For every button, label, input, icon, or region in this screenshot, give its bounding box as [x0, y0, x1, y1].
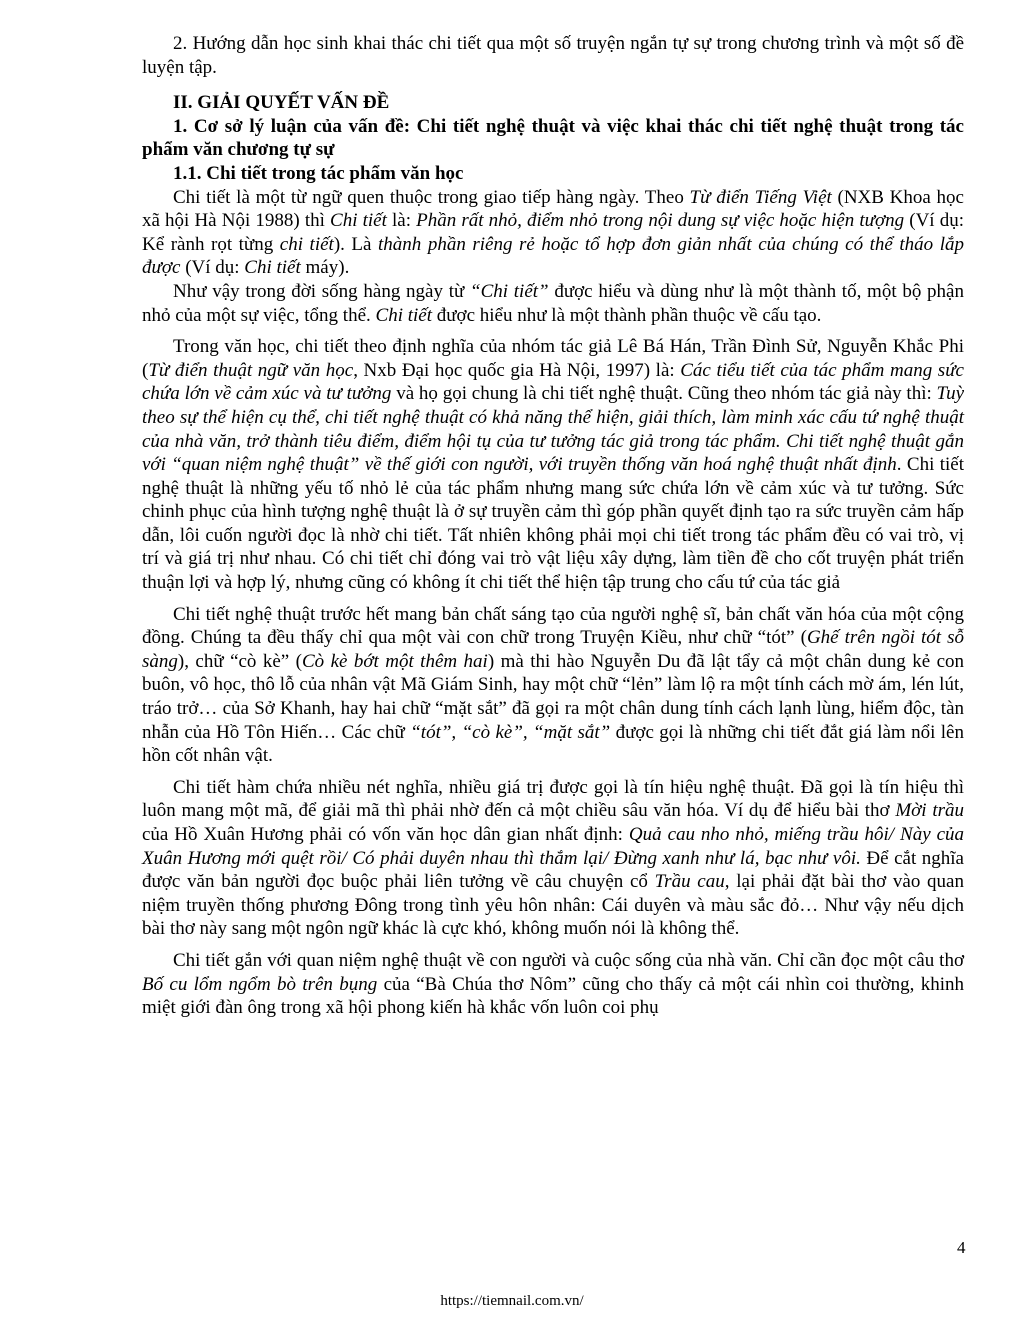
subsection-heading-1-1: 1.1. Chi tiết trong tác phẩm văn học	[173, 162, 464, 184]
section-heading: II. GIẢI QUYẾT VẤN ĐỀ	[173, 92, 390, 114]
paragraph-everyday-usage: Như vậy trong đời sống hàng ngày từ “Chi tiết” được hiểu và dùng như là một thành tố, một bộ phận nhỏ của một sự việc, tổng thể. Chi tiết được hiểu như là một thành phần thuộc về cấu tạo.	[142, 280, 964, 326]
paragraph-definition: Chi tiết là một từ ngữ quen thuộc trong giao tiếp hàng ngày. Theo Từ điển Tiếng Việt (NXB Khoa học xã hội Hà Nội 1988) thì Chi tiết là: Phần rất nhỏ, điểm nhỏ trong nội dung sự việc hoặc hiện tượng (Ví dụ: Kể rành rọt từng chi tiết). Là thành phần riêng rẻ hoặc tổ hợp đơn giản nhất của chúng có thể tháo lắp được (Ví dụ: Chi tiết máy).	[142, 186, 964, 279]
footer-url: https://tiemnail.com.vn/	[440, 1293, 584, 1309]
paragraph-literary-definition: Trong văn học, chi tiết theo định nghĩa của nhóm tác giả Lê Bá Hán, Trần Đình Sử, Nguyễn Khắc Phi (Từ điển thuật ngữ văn học, Nxb Đại học quốc gia Hà Nội, 1997) là: Các tiểu tiết của tác phẩm mang sức chứa lớn về cảm xúc và tư tưởng và họ gọi chung là chi tiết nghệ thuật. Cũng theo nhóm tác giả này thì: Tuỳ theo sự thể hiện cụ thể, chi tiết nghệ thuật có khả năng thể hiện, giải thích, làm minh xác cấu tứ nghệ thuật của nhà văn, trở thành tiêu điểm, điểm hội tụ của tư tưởng tác giả trong tác phẩm. Chi tiết nghệ thuật gắn với “quan niệm nghệ thuật” về thế giới con người, với truyền thống văn hoá nghệ thuật nhất định. Chi tiết nghệ thuật là những yếu tố nhỏ lẻ của tác phẩm nhưng mang sức chứa lớn về cảm xúc và tư tưởng. Sức chinh phục của hình tượng nghệ thuật là ở sự truyền cảm thì góp phần quyết định tạo ra sức truyền cảm hấp dẫn, lôi cuốn người đọc là nhờ chi tiết. Tất nhiên không phải mọi chi tiết trong tác phẩm đều có vai trò, vị trí và giá trị như nhau. Có chi tiết chỉ đóng vai trò vật liệu xây dựng, làm tiền đề cho cốt truyện phát triển thuận lợi và hợp lý, nhưng cũng có không ít chi tiết thể hiện tập trung cho cấu tứ của tác giả	[142, 336, 964, 594]
intro-paragraph: 2. Hướng dẫn học sinh khai thác chi tiết qua một số truyện ngắn tự sự trong chương trình và một số đề luyện tập.	[142, 33, 964, 78]
paragraph-artistic-view: Chi tiết gắn với quan niệm nghệ thuật về con người và cuộc sống của nhà văn. Chỉ cần đọc một câu thơ Bố cu lổm ngổm bò trên bụng của “Bà Chúa thơ Nôm” cũng cho thấy cả một cái nhìn coi thường, khinh miệt giới đàn ông trong xã hội phong kiến hà khắc vốn luôn coi phụ	[142, 949, 964, 1019]
paragraph-artistic-signal: Chi tiết hàm chứa nhiều nét nghĩa, nhiều giá trị được gọi là tín hiệu nghệ thuật. Đã gọi là tín hiệu thì luôn mang một mã, để giải mã thì phải nhờ đến cả một chiều sâu văn hóa. Ví dụ để hiểu bài thơ Mời trầu của Hồ Xuân Hương phải có vốn văn học dân gian nhất định: Quả cau nho nhỏ, miếng trầu hôi/ Này của Xuân Hương mới quệt rồi/ Có phải duyên nhau thì thắm lại/ Đừng xanh như lá, bạc như vôi. Để cắt nghĩa được văn bản người đọc buộc phải liên tưởng về câu chuyện cổ Trầu cau, lại phải đặt bài thơ vào quan niệm truyền thống phương Đông trong tình yêu hôn nhân: Cái duyên và màu sắc đỏ… Như vậy nếu dịch bài thơ này sang một ngôn ngữ khác là cực khó, không muốn nói là không thể.	[142, 776, 965, 940]
paragraph-creative-nature: Chi tiết nghệ thuật trước hết mang bản chất sáng tạo của người nghệ sĩ, bản chất văn hóa của một cộng đồng. Chúng ta đều thấy chỉ qua một vài con chữ trong Truyện Kiều, như chữ “tót” (Ghế trên ngồi tót sỗ sàng), chữ “cò kè” (Cò kè bớt một thêm hai) mà thi hào Nguyễn Du đã lật tẩy cả một chân dung kẻ con buôn, vô học, thô lỗ của nhân vật Mã Giám Sinh, hay một chữ “lẻn” làm lộ ra một tính cách mờ ám, lén lút, tráo trở… của Sở Khanh, hay hai chữ “mặt sắt” đã gọi ra một chân dung tính cách lạnh lùng, hiểm độc, tàn nhẫn của Hồ Tôn Hiến… Các chữ “tót”, “cò kè”, “mặt sắt” được gọi là những chi tiết đắt giá làm nổi lên hồn cốt nhân vật.	[142, 603, 965, 767]
page-number: 4	[957, 1238, 966, 1257]
document-body	[142, 32, 964, 1020]
subsection-heading-1: 1. Cơ sở lý luận của vấn đề: Chi tiết nghệ thuật và việc khai thác chi tiết nghệ thuật trong tác phẩm văn chương tự sự	[142, 115, 964, 161]
